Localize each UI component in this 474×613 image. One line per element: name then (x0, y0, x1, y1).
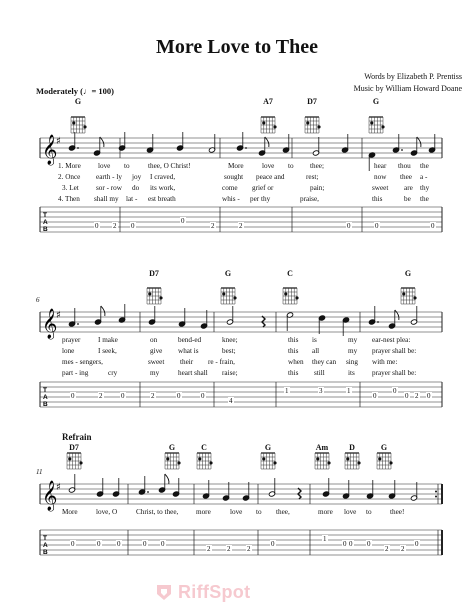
chord-finger-dot (233, 296, 236, 299)
lyric-syllable: pain; (310, 184, 325, 192)
lyric-syllable: do (132, 184, 140, 192)
chord-name: D7 (69, 443, 79, 452)
chord-finger-dot (346, 457, 349, 460)
chord-name: D7 (149, 269, 159, 278)
lyric-syllable: est breath (148, 195, 176, 203)
lyric-syllable: More (62, 508, 78, 516)
chord-finger-dot (295, 296, 298, 299)
note-flag (417, 137, 421, 147)
lyric-syllable: rest; (306, 173, 319, 181)
tab-fret-number: 0 (405, 392, 409, 400)
tab-fret-number: 1 (285, 387, 289, 395)
tab-fret-number: 0 (181, 217, 185, 225)
note-dot (77, 147, 79, 149)
chord-finger-dot (370, 121, 373, 124)
lyric-syllable: what is (178, 347, 199, 355)
chord-name: D7 (307, 97, 317, 106)
note-dot (401, 149, 403, 151)
lyric-syllable: grief or (252, 184, 274, 192)
lyric-syllable: love (262, 162, 275, 170)
lyric-syllable: are (404, 184, 413, 192)
note-dot (147, 491, 149, 493)
lyric-syllable: thee! (390, 508, 405, 516)
tab-fret-number: 0 (177, 392, 181, 400)
lyric-syllable: my (348, 336, 358, 344)
chord-name: G (380, 443, 388, 452)
tab-fret-number: 0 (367, 540, 371, 548)
lyric-syllable: love (344, 508, 357, 516)
tab-fret-number: 0 (375, 222, 379, 230)
tab-fret-number: 0 (143, 540, 147, 548)
chord-finger-dot (79, 461, 82, 464)
lyric-syllable: sweet (372, 184, 389, 192)
lyric-syllable: per thy (250, 195, 271, 203)
lyric-syllable: its (348, 369, 355, 377)
tab-fret-number: 0 (71, 392, 75, 400)
lyric-syllable: on (150, 336, 158, 344)
tab-fret-number: 0 (121, 392, 125, 400)
lyric-syllable: I make (98, 336, 118, 344)
lyric-syllable: re - frain, (208, 358, 235, 366)
measure-number: 11 (36, 468, 43, 476)
note-flag (165, 474, 169, 484)
lyric-syllable: sought (224, 173, 244, 181)
tab-fret-number: 0 (415, 540, 419, 548)
chord-name: G (372, 97, 380, 106)
chord-finger-dot (83, 125, 86, 128)
chord-finger-dot (148, 292, 151, 295)
tab-clef: T (43, 212, 47, 219)
tab-fret-number: 2 (247, 545, 251, 553)
chord-name: G (264, 443, 272, 452)
chord-finger-dot (273, 125, 276, 128)
treble-clef: 𝄞 (42, 481, 58, 511)
tab-fret-number: 0 (97, 540, 101, 548)
tab-fret-number: 0 (431, 222, 435, 230)
lyric-syllable: this (288, 336, 299, 344)
chord-finger-dot (177, 461, 180, 464)
tab-fret-number: 0 (373, 392, 377, 400)
tab-fret-number: 0 (393, 387, 397, 395)
lyric-syllable: mes - sengers, (62, 358, 103, 366)
chord-finger-dot (198, 457, 201, 460)
chord-name: G (168, 443, 176, 452)
lyric-syllable: prayer shall be: (372, 369, 417, 377)
tab-clef: T (43, 387, 47, 394)
lyric-syllable: I craved, (150, 173, 176, 181)
chord-name: A7 (263, 97, 273, 106)
chord-finger-dot (72, 121, 75, 124)
music-credit: Music by William Howard Doane (353, 84, 462, 93)
lyric-syllable: heart shall (178, 369, 208, 377)
tab-fret-number: 3 (319, 387, 323, 395)
lyric-syllable: with me: (372, 358, 398, 366)
lyric-syllable: thee; (310, 162, 324, 170)
page-title: More Love to Thee (155, 36, 318, 58)
tab-fret-number: 2 (113, 222, 117, 230)
lyric-syllable: prayer (62, 336, 81, 344)
lyric-syllable: thee (400, 173, 412, 181)
lyric-syllable: all (312, 347, 320, 355)
key-signature: ♯ (56, 482, 61, 493)
note-dot (245, 147, 247, 149)
chord-finger-dot (327, 461, 330, 464)
lyric-syllable: the (420, 195, 429, 203)
lyric-syllable: thou (398, 162, 411, 170)
tab-clef: B (43, 549, 48, 556)
lyric-syllable: the (420, 162, 429, 170)
tab-fret-number: 4 (229, 397, 233, 405)
lyric-syllable: give (150, 347, 163, 355)
tab-fret-number: 1 (347, 387, 351, 395)
key-signature: ♯ (56, 136, 61, 147)
chord-name: C (201, 443, 207, 452)
tab-fret-number: 0 (161, 540, 165, 548)
lyric-syllable: raise; (222, 369, 238, 377)
chord-finger-dot (306, 121, 309, 124)
lyric-syllable: 1. More (58, 162, 81, 170)
note-flag (265, 137, 269, 147)
lyric-syllable: still (314, 369, 325, 377)
tab-fret-number: 0 (71, 540, 75, 548)
lyric-syllable: ear-nest plea: (372, 336, 411, 344)
lyric-syllable: sing (346, 358, 358, 366)
section-label: Refrain (62, 432, 92, 442)
lyric-syllable: shall my (94, 195, 119, 203)
chord-name: G (404, 269, 412, 278)
chord-finger-dot (273, 461, 276, 464)
lyric-syllable: knee; (222, 336, 238, 344)
tab-fret-number: 0 (117, 540, 121, 548)
lyric-syllable: their (180, 358, 194, 366)
lyric-syllable: lat - (126, 195, 138, 203)
chord-finger-dot (316, 457, 319, 460)
chord-finger-dot (389, 461, 392, 464)
lyric-syllable: I seek, (98, 347, 117, 355)
lyric-syllable: come (222, 184, 238, 192)
chord-finger-dot (262, 121, 265, 124)
lyric-syllable: best; (222, 347, 236, 355)
words-credit: Words by Elizabeth P. Prentiss (364, 72, 462, 81)
treble-clef: 𝄞 (42, 135, 58, 165)
measure-number: 6 (36, 296, 40, 304)
tab-fret-number: 2 (207, 545, 211, 553)
note-flag (395, 310, 399, 320)
lyric-syllable: whis - (222, 195, 240, 203)
note-dot (77, 323, 79, 325)
tab-fret-number: 2 (227, 545, 231, 553)
watermark-logo: RiffSpot (178, 582, 251, 602)
lyric-syllable: thy (420, 184, 430, 192)
quarter-rest (262, 316, 265, 327)
chord-finger-dot (68, 457, 71, 460)
lyric-syllable: cry (108, 369, 118, 377)
tab-clef: B (43, 401, 48, 408)
tab-clef: A (43, 542, 48, 549)
tempo-marking: Moderately (♩= 100) (36, 86, 115, 96)
tab-fret-number: 0 (427, 392, 431, 400)
lyric-syllable: 3. Let (62, 184, 79, 192)
tab-fret-number: 2 (211, 222, 215, 230)
tab-fret-number: 0 (343, 540, 347, 548)
chord-finger-dot (402, 292, 405, 295)
lyric-syllable: love (230, 508, 243, 516)
lyric-syllable: prayer shall be: (372, 347, 417, 355)
tab-fret-number: 1 (323, 535, 327, 543)
chord-finger-dot (413, 296, 416, 299)
lyric-syllable: when (288, 358, 304, 366)
lyric-syllable: joy (132, 173, 142, 181)
tab-fret-number: 0 (349, 540, 353, 548)
lyric-syllable: 4. Then (58, 195, 80, 203)
lyric-syllable: Christ, to thee, (136, 508, 179, 516)
lyric-syllable: praise, (300, 195, 319, 203)
tab-fret-number: 2 (151, 392, 155, 400)
lyric-syllable: now (374, 173, 387, 181)
lyric-syllable: be (404, 195, 411, 203)
chord-name: C (287, 269, 293, 278)
chord-finger-dot (378, 457, 381, 460)
chord-finger-dot (209, 461, 212, 464)
tab-fret-number: 2 (401, 545, 405, 553)
lyric-syllable: love, O (96, 508, 118, 516)
lyric-syllable: more (318, 508, 333, 516)
lyric-syllable: my (150, 369, 160, 377)
chord-finger-dot (166, 457, 169, 460)
lyric-syllable: thee, (276, 508, 290, 516)
tab-fret-number: 2 (239, 222, 243, 230)
key-signature: ♯ (56, 310, 61, 321)
chord-name: G (74, 97, 82, 106)
lyric-syllable: to (256, 508, 262, 516)
lyric-syllable: sor - row (96, 184, 122, 192)
lyric-syllable: hear (374, 162, 387, 170)
lyric-syllable: to (366, 508, 372, 516)
lyric-syllable: to (124, 162, 130, 170)
treble-clef: 𝄞 (42, 309, 58, 339)
tab-fret-number: 0 (131, 222, 135, 230)
lyric-syllable: love (98, 162, 111, 170)
note-flag (101, 306, 105, 316)
lyric-syllable: they can (312, 358, 337, 366)
lyric-syllable: to (288, 162, 294, 170)
tab-fret-number: 0 (201, 392, 205, 400)
lyric-syllable: sweet (148, 358, 165, 366)
tab-fret-number: 0 (271, 540, 275, 548)
lyric-syllable: its work, (150, 184, 176, 192)
lyric-syllable: part - ing (62, 369, 89, 377)
tab-clef: B (43, 226, 48, 233)
lyric-syllable: lone (62, 347, 75, 355)
tab-clef: T (43, 535, 47, 542)
chord-finger-dot (222, 292, 225, 295)
chord-finger-dot (357, 461, 360, 464)
lyric-syllable: this (288, 369, 299, 377)
lyric-syllable: is (312, 336, 317, 344)
chord-finger-dot (381, 125, 384, 128)
lyric-syllable: more (196, 508, 211, 516)
note-dot (377, 321, 379, 323)
chord-finger-dot (284, 292, 287, 295)
tab-fret-number: 0 (95, 222, 99, 230)
lyric-syllable: this (372, 195, 383, 203)
quarter-rest (298, 488, 301, 499)
tab-clef: A (43, 219, 48, 226)
chord-finger-dot (317, 125, 320, 128)
tab-fret-number: 2 (99, 392, 103, 400)
lyric-syllable: bend-ed (178, 336, 202, 344)
lyric-syllable: thee, O Christ! (148, 162, 191, 170)
lyric-syllable: More (228, 162, 244, 170)
tab-fret-number: 2 (415, 392, 419, 400)
tab-fret-number: 2 (385, 545, 389, 553)
lyric-syllable: this (288, 347, 299, 355)
riffspot-logo-icon (154, 582, 174, 602)
note-flag (100, 137, 104, 147)
lyric-syllable: 2. Once (58, 173, 81, 181)
chord-name: Am (315, 443, 329, 452)
lyric-syllable: my (348, 347, 358, 355)
chord-finger-dot (262, 457, 265, 460)
chord-name: D (349, 443, 355, 452)
chord-finger-dot (159, 296, 162, 299)
repeat-dot (435, 496, 437, 498)
lyric-syllable: earth - ly (96, 173, 122, 181)
lyric-syllable: a - (420, 173, 428, 181)
tab-clef: A (43, 394, 48, 401)
repeat-dot (435, 491, 437, 493)
lyric-syllable: peace and (256, 173, 285, 181)
chord-name: G (224, 269, 232, 278)
tab-fret-number: 0 (347, 222, 351, 230)
